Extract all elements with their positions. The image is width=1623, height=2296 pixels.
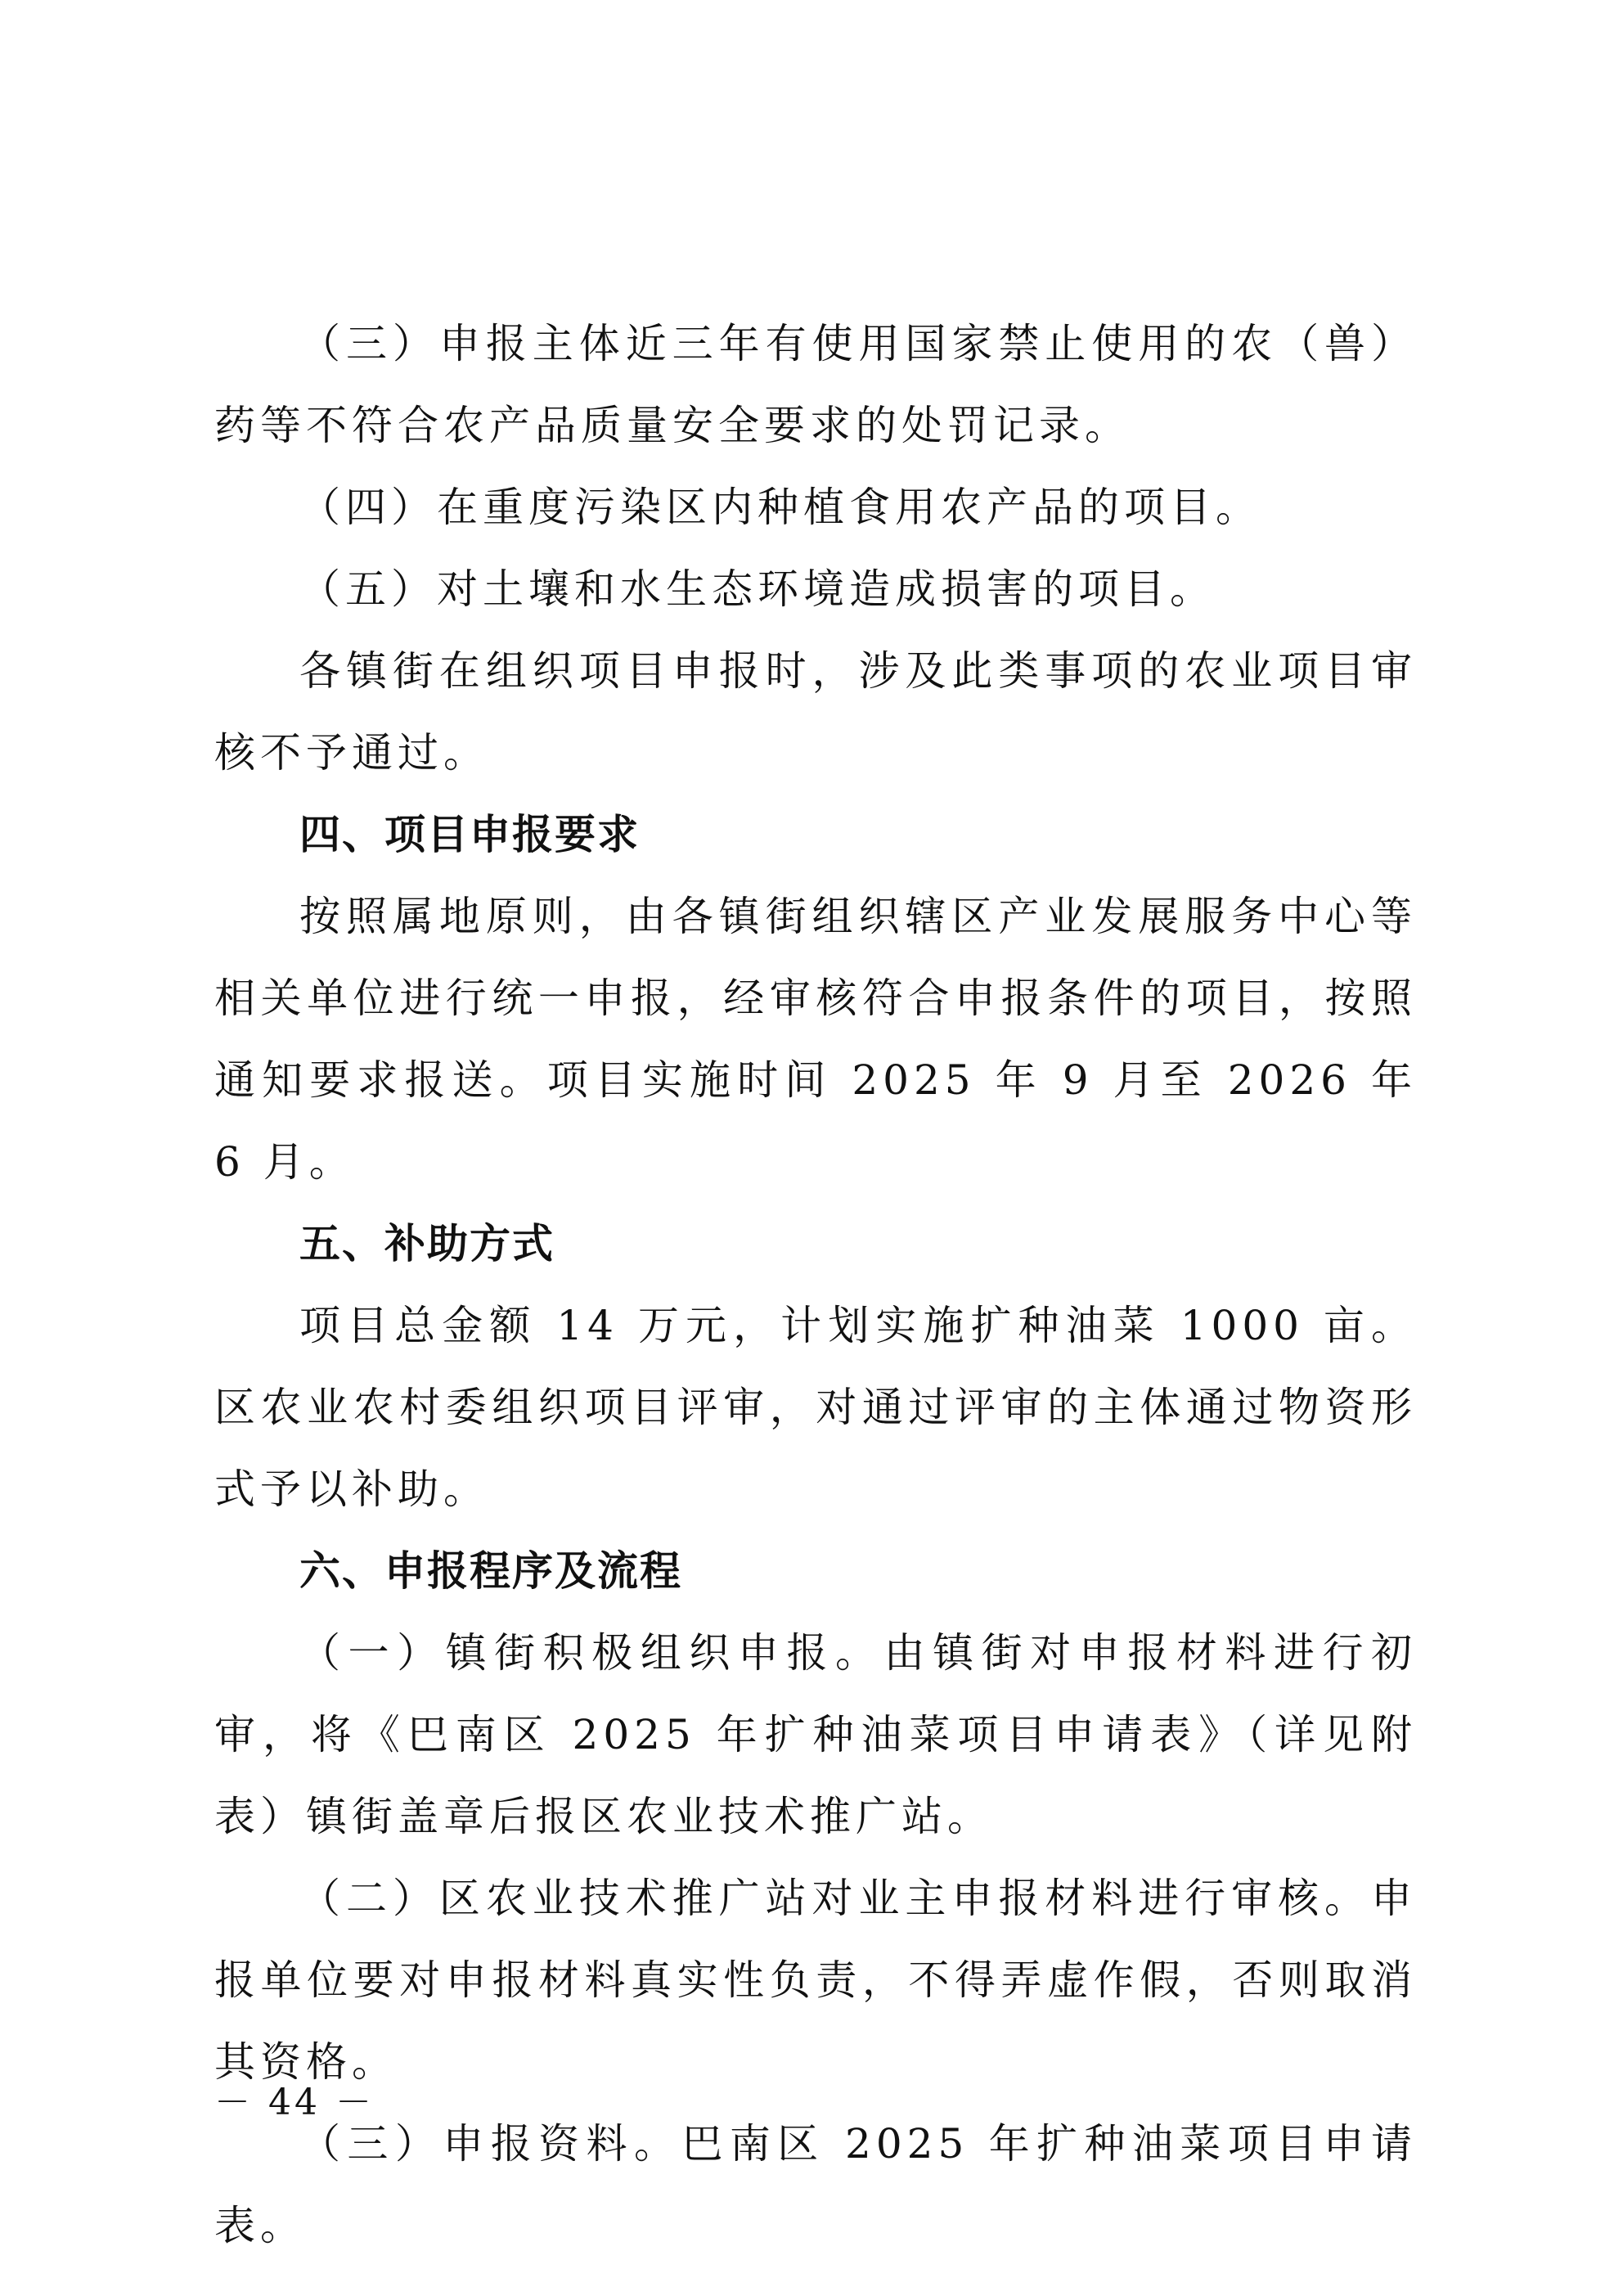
paragraph-application-requirements: 按照属地原则，由各镇街组织辖区产业发展服务中心等相关单位进行统一申报，经审核符合申报条件的项目，按照通知要求报送。项目实施时间 2025 年 9 月至 2026 年 6 月。 [214, 893, 1417, 1186]
page-number: － 44 － [214, 2082, 375, 2123]
section-heading-6: 六、申报程序及流程 [299, 1547, 682, 1595]
section-heading-4: 四、项目申报要求 [299, 811, 640, 858]
paragraph-procedure-2: （二）区农业技术推广站对业主申报材料进行审核。申报单位要对申报材料真实性负责，不得弄虚作假，否则取消其资格。 [214, 1875, 1417, 2086]
paragraph-condition-3: （三）申报主体近三年有使用国家禁止使用的农（兽）药等不符合农产品质量安全要求的处罚记录。 [214, 320, 1417, 449]
paragraph-condition-5: （五）对土壤和水生态环境造成损害的项目。 [299, 565, 1216, 613]
paragraph-subsidy-method: 项目总金额 14 万元，计划实施扩种油菜 1000 亩。区农业农村委组织项目评审，对通过评审的主体通过物资形式予以补助。 [214, 1302, 1417, 1513]
section-heading-5: 五、补助方式 [299, 1220, 555, 1267]
paragraph-condition-4: （四）在重度污染区内种植食用农产品的项目。 [299, 484, 1261, 531]
paragraph-procedure-3: （三）申报资料。巴南区 2025 年扩种油菜项目申请表。 [214, 2120, 1417, 2249]
document-body [214, 303, 1417, 2267]
paragraph-review-note: 各镇街在组织项目申报时，涉及此类事项的农业项目审核不予通过。 [214, 647, 1417, 777]
paragraph-procedure-1: （一）镇街积极组织申报。由镇街对申报材料进行初审，将《巴南区 2025 年扩种油菜项目申请表》（详见附表）镇街盖章后报区农业技术推广站。 [214, 1629, 1417, 1840]
